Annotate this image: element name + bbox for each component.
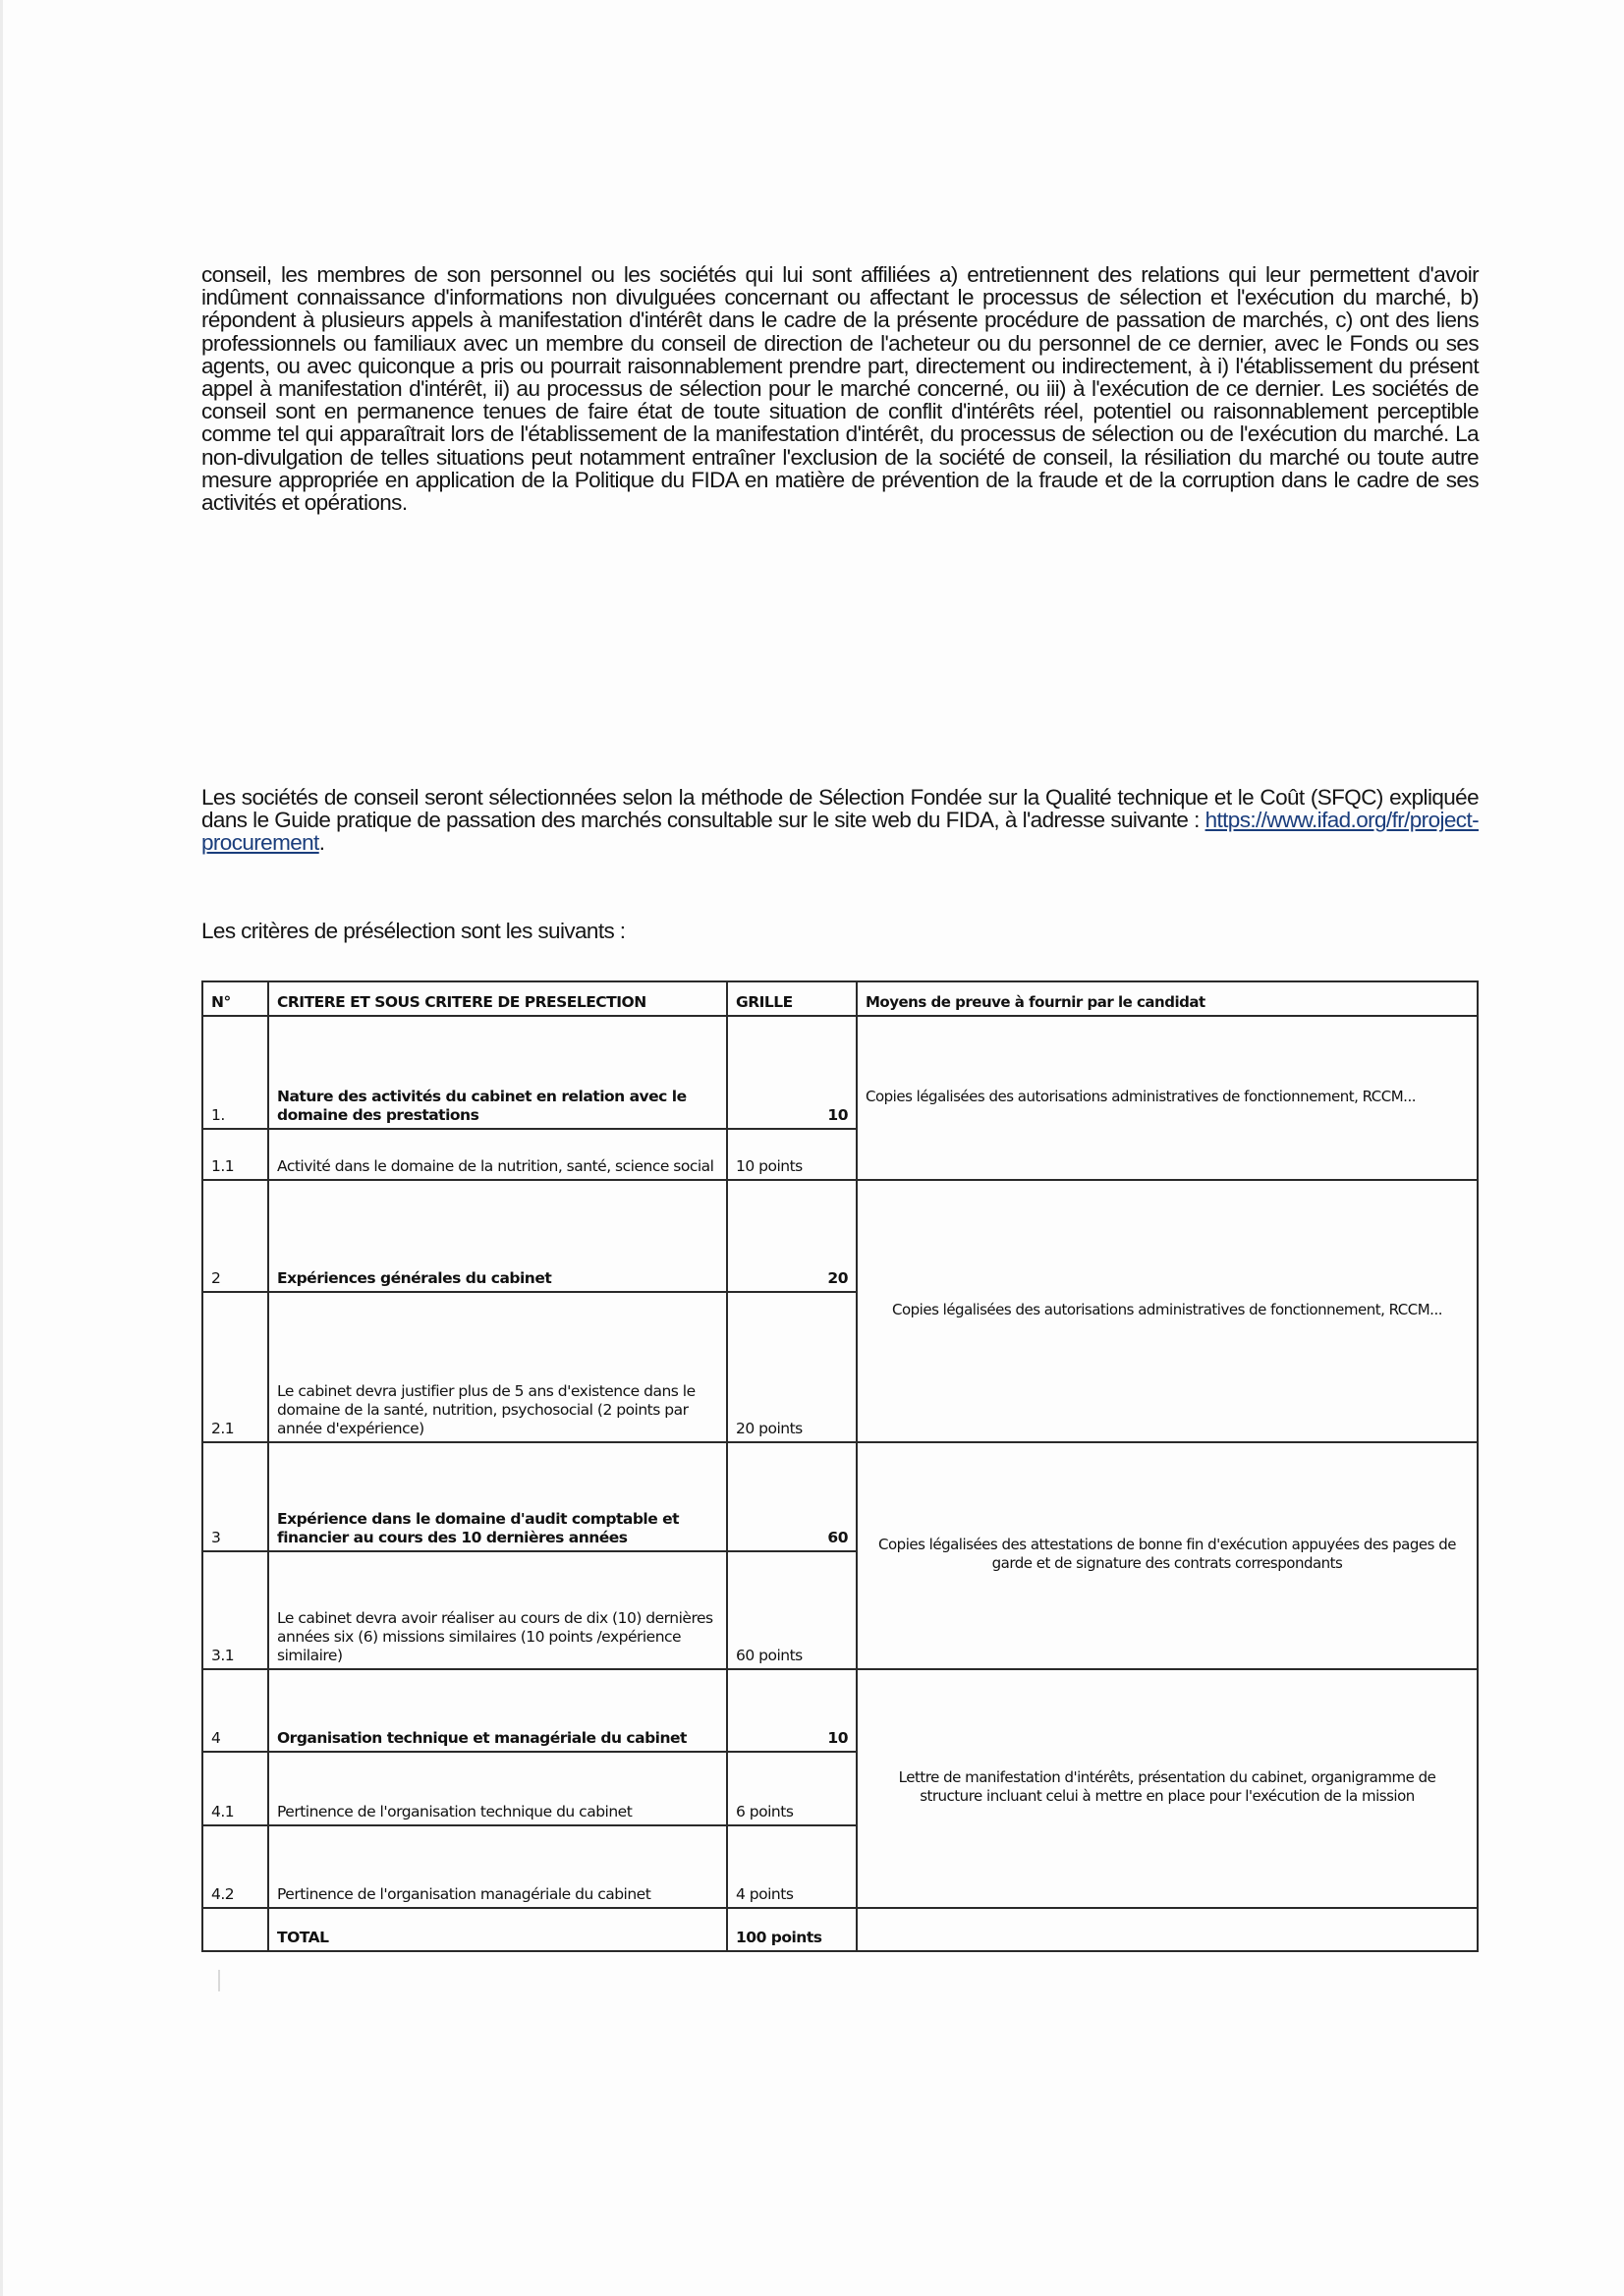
row-criterion: Expériences générales du cabinet — [268, 1180, 727, 1292]
row-grille: 10 — [727, 1016, 857, 1129]
row-grille: 10 points — [727, 1129, 857, 1180]
paragraph-text — [201, 786, 1479, 855]
row-criterion: Activité dans le domaine de la nutrition, santé, science social — [268, 1129, 727, 1180]
table-row — [202, 1442, 1478, 1551]
row-grille: 60 — [727, 1442, 857, 1551]
row-grille: 20 points — [727, 1292, 857, 1442]
row-proof: Lettre de manifestation d'intérêts, présentation du cabinet, organigramme de structure incluant celui à mettre en place pour l'exécution de la mission — [857, 1669, 1478, 1908]
row-proof: Copies légalisées des autorisations administratives de fonctionnement, RCCM... — [857, 1180, 1478, 1442]
table-row — [202, 1669, 1478, 1752]
header-grille: GRILLE — [727, 981, 857, 1016]
selection-method-paragraph — [201, 786, 1479, 855]
row-num: 3 — [202, 1442, 268, 1551]
table-total-row — [202, 1908, 1478, 1951]
row-num: 1.1 — [202, 1129, 268, 1180]
row-grille: 20 — [727, 1180, 857, 1292]
row-grille: 4 points — [727, 1825, 857, 1908]
row-num: 3.1 — [202, 1551, 268, 1669]
scan-edge — [0, 0, 3, 2296]
row-num: 2.1 — [202, 1292, 268, 1442]
paragraph-text: conseil, les membres de son personnel ou les sociétés qui lui sont affiliées a) entretiennent des relations qui leur permettent d'avoir indûment connaissance d'informations non divulguées concernant ou affectant le processus de sélection et l'exécution du marché, b) répondent à plusieurs appels à manifestation d'intérêt dans le cadre de la présente procédure de passation de marchés, c) ont des liens professionnels ou familiaux avec un membre du conseil de direction de l'acheteur ou du personnel de ce dernier, avec le Fonds ou ses agents, ou avec quiconque a pris ou pourrait raisonnablement prendre part, directement ou indirectement, à i) l'établissement du présent appel à manifestation d'intérêt, ii) au processus de sélection pour le marché concerné, ou iii) à l'exécution de ce dernier. Les sociétés de conseil sont en permanence tenues de faire état de toute situation de conflit d'intérêts réel, potentiel ou raisonnablement perceptible comme tel qui apparaîtrait lors de l'établissement de la manifestation d'intérêt, du processus de sélection ou de l'exécution du marché. La non-divulgation de telles situations peut notamment entraîner l'exclusion de la société de conseil, la résiliation du marché ou toute autre mesure appropriée en application de la Politique du FIDA en matière de prévention de la fraude et de la corruption dans le cadre de ses activités et opérations. — [201, 262, 1479, 516]
header-criterion: CRITERE ET SOUS CRITERE DE PRESELECTION — [268, 981, 727, 1016]
row-num: 4.2 — [202, 1825, 268, 1908]
header-proof: Moyens de preuve à fournir par le candidat — [857, 981, 1478, 1016]
row-criterion: Pertinence de l'organisation technique du cabinet — [268, 1752, 727, 1825]
row-proof: Copies légalisées des autorisations administratives de fonctionnement, RCCM... — [857, 1016, 1478, 1180]
row-grille: 10 — [727, 1669, 857, 1752]
row-num: 4.1 — [202, 1752, 268, 1825]
selection-method-text: Les sociétés de conseil seront sélectionnées selon la méthode de Sélection Fondée sur la Qualité technique et le Coût (SFQC) expliquée dans le Guide pratique de passation des marchés consultable sur le site web du FIDA, à l'adresse suivante : — [201, 785, 1479, 833]
paragraph-text: Les critères de présélection sont les suivants : — [201, 919, 626, 943]
row-num: 2 — [202, 1180, 268, 1292]
row-criterion: Le cabinet devra avoir réaliser au cours de dix (10) dernières années six (6) missions similaires (10 points /expérience similaire) — [268, 1551, 727, 1669]
total-grille: 100 points — [727, 1908, 857, 1951]
row-criterion: Organisation technique et managériale du cabinet — [268, 1669, 727, 1752]
row-num — [202, 1908, 268, 1951]
row-criterion: Expérience dans le domaine d'audit comptable et financier au cours des 10 dernières années — [268, 1442, 727, 1551]
criteria-intro — [201, 920, 1479, 942]
table-header-row — [202, 981, 1478, 1016]
row-criterion: Le cabinet devra justifier plus de 5 ans d'existence dans le domaine de la santé, nutrition, psychosocial (2 points par année d'expérience) — [268, 1292, 727, 1442]
ifad-procurement-link[interactable]: https://www.ifad.org/fr/project-procurement — [201, 808, 1479, 856]
conflict-of-interest-paragraph — [201, 263, 1479, 514]
row-proof: Copies légalisées des attestations de bonne fin d'exécution appuyées des pages de garde et de signature des contrats correspondants — [857, 1442, 1478, 1669]
row-criterion: Nature des activités du cabinet en relation avec le domaine des prestations — [268, 1016, 727, 1129]
scan-artifact — [218, 1970, 220, 1991]
row-num: 1. — [202, 1016, 268, 1129]
row-grille: 60 points — [727, 1551, 857, 1669]
row-criterion: Pertinence de l'organisation managériale du cabinet — [268, 1825, 727, 1908]
link-suffix: . — [318, 830, 325, 856]
total-label: TOTAL — [268, 1908, 727, 1951]
row-num: 4 — [202, 1669, 268, 1752]
header-num: N° — [202, 981, 268, 1016]
row-proof — [857, 1908, 1478, 1951]
preselection-criteria-table — [201, 980, 1479, 1952]
table-row — [202, 1180, 1478, 1292]
row-grille: 6 points — [727, 1752, 857, 1825]
table-row — [202, 1016, 1478, 1129]
